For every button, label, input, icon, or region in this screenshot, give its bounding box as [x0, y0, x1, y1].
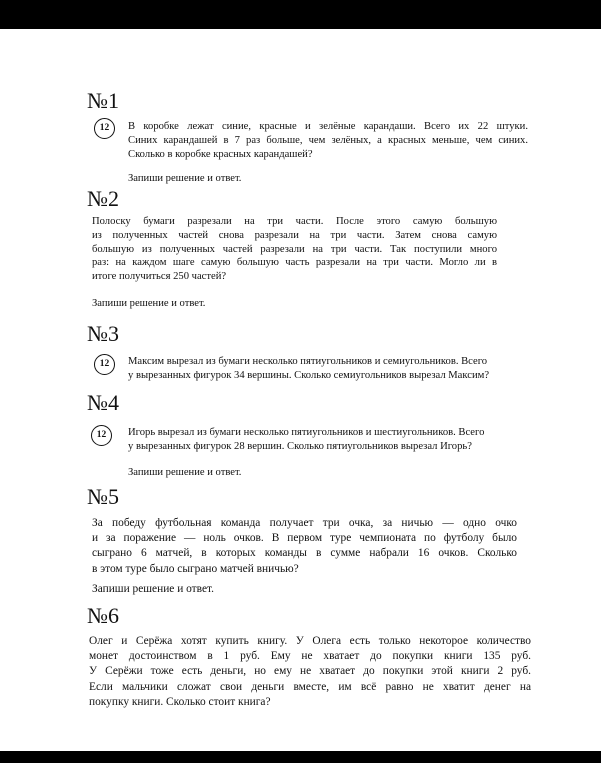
problem-3-text: [128, 355, 528, 383]
problem-6-line-3: У Серёжи тоже есть деньги, но ему не хватает до покупки этой книги 2 руб.: [89, 665, 531, 678]
problem-1-line-3: Сколько в коробке красных карандашей?: [128, 148, 313, 160]
problem-4-line-1: Игорь вырезал из бумаги несколько пятиугольников и шестиугольников. Всего: [128, 427, 485, 438]
problem-4-line-2: у вырезанных фигурок 28 вершин. Сколько пятиугольников вырезал Игорь?: [128, 440, 472, 452]
problem-6-line-2: монет достоинством в 1 руб. Ему не хватает до покупки книги 135 руб.: [89, 650, 531, 663]
problem-6-line-5: покупку книги. Сколько стоит книга?: [89, 695, 271, 708]
problem-1-line-2: Синих карандашей в 7 раз больше, чем зелёных, а красных меньше, чем синих.: [128, 134, 528, 146]
problem-4-number: №4: [87, 390, 119, 415]
problem-2-number: №2: [87, 186, 119, 211]
problem-4-note: Запиши решение и ответ.: [128, 467, 242, 478]
problem-2-line-1: Полоску бумаги разрезали на три части. После этого самую большую: [92, 216, 497, 227]
problem-5-note: Запиши решение и ответ.: [92, 583, 214, 595]
problem-2-line-5: итоге получиться 250 частей?: [92, 271, 227, 283]
bottom-black-bar: [0, 751, 601, 763]
problem-2-text: [92, 215, 497, 284]
problem-1-line-1: В коробке лежат синие, красные и зелёные карандаши. Всего их 22 штуки.: [128, 121, 528, 132]
problem-1-points-badge: 12: [94, 118, 115, 139]
problem-1-number: №1: [87, 88, 119, 113]
problem-1-note: Запиши решение и ответ.: [128, 173, 242, 184]
problem-4-text: [128, 426, 548, 454]
problem-1-text: [128, 120, 528, 161]
top-black-bar: [0, 0, 601, 29]
problem-2-note: Запиши решение и ответ.: [92, 298, 206, 309]
problem-2-line-2: из полученных частей снова разрезали на три части. Затем снова самую: [92, 229, 497, 241]
problem-5-number: №5: [87, 484, 119, 509]
problem-3-line-2: у вырезанных фигурок 34 вершины. Сколько семиугольников вырезал Максим?: [128, 369, 490, 381]
problem-5-line-2: и за поражение — ноль очков. В первом туре чемпионата по футболу было: [92, 532, 517, 545]
problem-6-number: №6: [87, 603, 119, 628]
problem-3-points-badge: 12: [94, 354, 115, 375]
problem-5-line-3: сыграно 6 матчей, в которых команды в сумме набрали 16 очков. Сколько: [92, 547, 517, 560]
problem-4-points-badge: 12: [91, 425, 112, 446]
problem-5-text: [92, 516, 517, 577]
problem-3-line-1: Максим вырезал из бумаги несколько пятиугольников и семиугольников. Всего: [128, 356, 488, 367]
problem-6-line-4: Если мальчики сложат свои деньги вместе, им всё равно не хватит денег на: [89, 680, 531, 693]
problem-2-line-3: большую из полученных частей разрезали на три части. Так поступили много: [92, 243, 497, 255]
worksheet-page: [0, 29, 601, 751]
problem-5-line-1: За победу футбольная команда получает три очка, за ничью — одно очко: [92, 517, 517, 529]
problem-2-line-4: раз: на каждом шаге самую большую часть разрезали на три части. Могло ли в: [92, 257, 497, 269]
problem-6-text: [89, 634, 531, 710]
problem-5-line-4: в этом туре было сыграно матчей вничью?: [92, 562, 299, 575]
problem-3-number: №3: [87, 321, 119, 346]
problem-6-line-1: Олег и Серёжа хотят купить книгу. У Олега есть только некоторое количество: [89, 635, 531, 647]
